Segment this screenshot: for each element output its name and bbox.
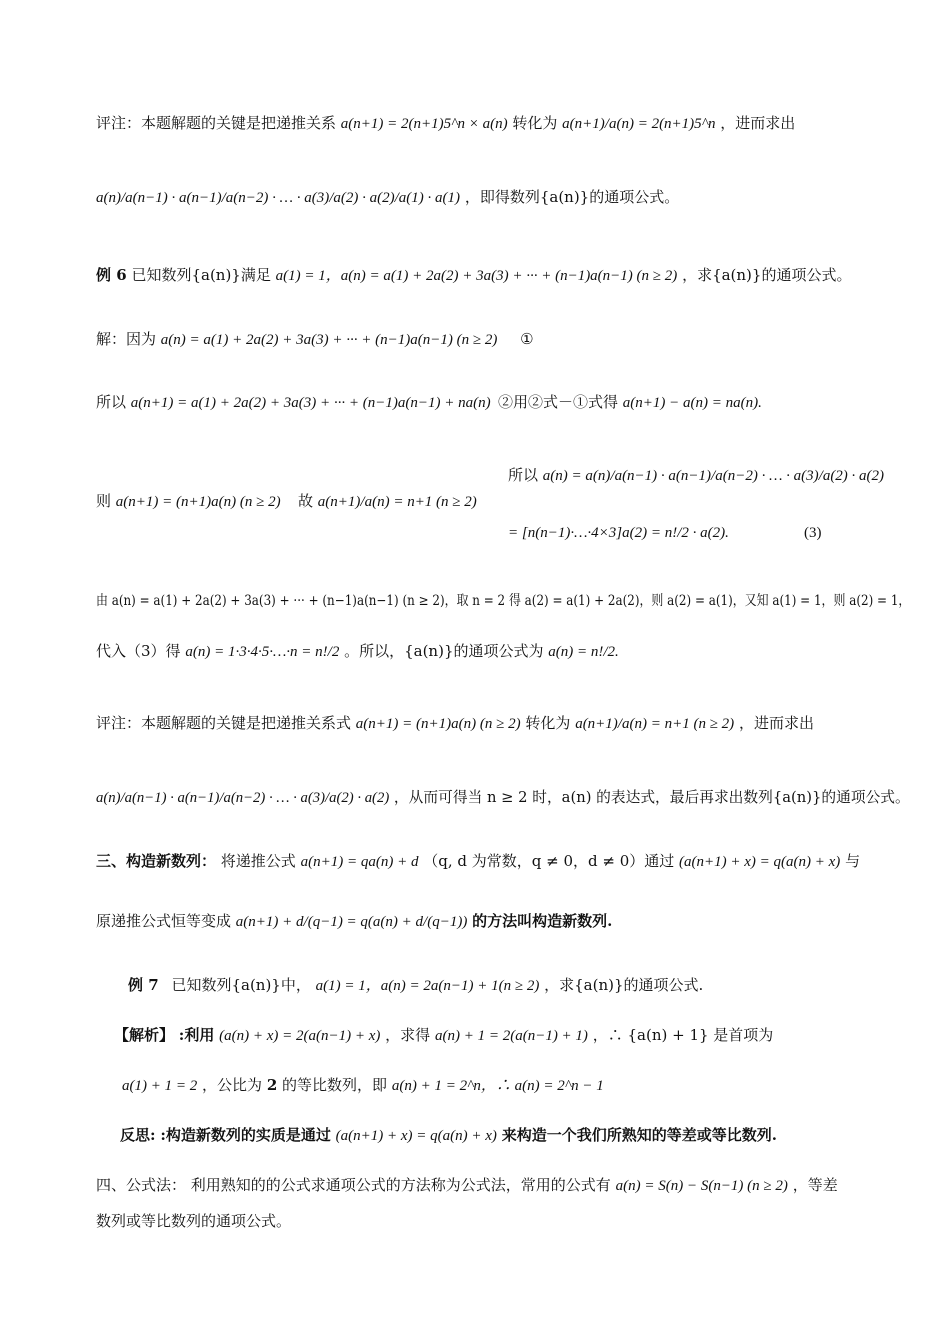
- sol6-l4-text: 由 a(n) = a(1) + 2a(2) + 3a(3) + ··· + (n−1)a(n−1) (n ≥ 2)，取 n = 2 得 a(2) = a(1) + 2a(2)，则 a(2) = a(1)，又知 a(1) = 1，则 a(2) = 1，: [96, 593, 911, 609]
- para2-formula-c: a(n)/a(n−1) · a(n−1)/a(n−2) · … · a(3)/a(2) · a(2): [96, 790, 390, 806]
- sec4-text-c: 数列或等比数列的通项公式。: [96, 1212, 292, 1230]
- ex7-analysis-b: ，求得: [385, 1026, 431, 1044]
- para1-text-a: 评注：本题解题的关键是把递推关系: [96, 114, 337, 132]
- sol6-line3c: [508, 464, 884, 487]
- sol6-l3-gu: 故: [298, 492, 314, 510]
- sec3-formula-c: a(n+1) + d/(q−1) = q(a(n) + d/(q−1)): [235, 914, 468, 930]
- sol6-line3: [96, 490, 281, 513]
- ex7-title: 例 7: [128, 976, 159, 994]
- sec3-text-e: 的方法叫构造新数列.: [472, 912, 613, 930]
- sec3-text-d: 原递推公式恒等变成: [96, 912, 232, 930]
- sol6-l5-formula: a(n) = 1·3·4·5·…·n = n!/2: [185, 644, 340, 660]
- sol6-l2-formula: a(n+1) = a(1) + 2a(2) + 3a(3) + ··· + (n−1)a(n−1) + na(n): [130, 395, 491, 411]
- ex6-line: [96, 264, 851, 287]
- ex7-line4: [120, 1124, 777, 1147]
- ex7-analysis-d: ，公比为: [202, 1076, 263, 1094]
- ex7-analysis-c: ，∴ {a(n) + 1} 是首项为: [592, 1026, 774, 1044]
- sol6-line3e: [804, 521, 822, 544]
- para2-text-a: 评注：本题解题的关键是把递推关系式: [96, 714, 352, 732]
- para1-formula-b: a(n+1)/a(n) = 2(n+1)5^n: [562, 116, 716, 132]
- sec4-heading: 四、公式法：: [96, 1176, 187, 1194]
- ex7-analysis-a: :利用: [178, 1026, 215, 1044]
- para2-line1: [96, 712, 814, 735]
- para1-formula-a: a(n+1) = 2(n+1)5^n × a(n): [340, 116, 508, 132]
- sol6-l1-mark: ①: [520, 330, 534, 348]
- sol6-l2-text: ②用②式－①式得: [498, 393, 619, 411]
- sol6-l3-suoyi: 所以: [508, 466, 539, 484]
- sec4-line2: [96, 1210, 291, 1232]
- para1-text-d: ，即得数列{a(n)}的通项公式。: [464, 188, 680, 206]
- ex6-title: 例 6: [96, 266, 127, 284]
- ex7-reflect-b: 来构造一个我们所熟知的等差或等比数列.: [501, 1126, 777, 1144]
- ex6-formula-a: a(1) = 1，a(n) = a(1) + 2a(2) + 3a(3) + ··· + (n−1)a(n−1) (n ≥ 2): [275, 268, 678, 284]
- ex7-reflect-a: :构造新数列的实质是通过: [160, 1126, 331, 1144]
- sol6-l3-tag: (3): [804, 525, 822, 541]
- sec3-text-c: 与: [845, 852, 861, 870]
- para1-formula-c: a(n)/a(n−1) · a(n−1)/a(n−2) · … · a(3)/a(2) · a(2)/a(1) · a(1): [96, 190, 461, 206]
- ex7-reflect-formula: (a(n+1) + x) = q(a(n) + x): [335, 1128, 497, 1144]
- ex7-analysis-two: 2: [266, 1076, 278, 1094]
- para2-formula-a: a(n+1) = (n+1)a(n) (n ≥ 2): [355, 716, 521, 732]
- sol6-l2-formula-b: a(n+1) − a(n) = na(n).: [622, 395, 762, 411]
- ex7-analysis-formula-c: a(1) + 1 = 2: [122, 1078, 198, 1094]
- ex7-line1: [128, 974, 703, 997]
- sol6-line1: [96, 328, 534, 351]
- sol6-l3-formula: a(n+1) = (n+1)a(n) (n ≥ 2): [115, 494, 281, 510]
- para2-text-d: ，从而可得当 n ≥ 2 时，a(n) 的表达式，最后再求出数列{a(n)}的通项公式。: [393, 788, 910, 806]
- sol6-l3-formula-c: a(n) = a(n)/a(n−1) · a(n−1)/a(n−2) · … · a(3)/a(2) · a(2): [542, 468, 885, 484]
- ex7-analysis-formula-a: (a(n) + x) = 2(a(n−1) + x): [219, 1028, 381, 1044]
- para2-text-b: 转化为: [525, 714, 571, 732]
- sec3-heading: 三、构造新数列：: [96, 852, 217, 870]
- ex7-analysis-formula-b: a(n) + 1 = 2(a(n−1) + 1): [434, 1028, 588, 1044]
- sol6-line5: [96, 640, 619, 663]
- sol6-line3b: [298, 490, 477, 513]
- sec4-formula-a: a(n) = S(n) − S(n−1) (n ≥ 2): [615, 1178, 788, 1194]
- ex6-text-a: 已知数列{a(n)}满足: [131, 266, 271, 284]
- sec3-formula-b: (a(n+1) + x) = q(a(n) + x): [679, 854, 841, 870]
- sol6-l2-label: 所以: [96, 393, 127, 411]
- para1-text-b: 转化为: [512, 114, 558, 132]
- sol6-l1-label: 解：因为: [96, 330, 157, 348]
- ex7-line3: [122, 1074, 604, 1097]
- sol6-l3-label: 则: [96, 492, 112, 510]
- sec4-text-a: 利用熟知的的公式求通项公式的方法称为公式法，常用的公式有: [190, 1176, 611, 1194]
- sec4-text-b: ，等差: [792, 1176, 838, 1194]
- para1-line1: [96, 112, 795, 135]
- ex7-reflect-label: 反思:: [120, 1126, 156, 1144]
- sol6-line4: [96, 590, 910, 612]
- para1-text-c: ，进而求出: [720, 114, 796, 132]
- sec3-text-a: 将递推公式: [220, 852, 296, 870]
- ex7-analysis-label: 【解析】: [114, 1026, 175, 1044]
- sol6-line2b: [498, 391, 762, 414]
- ex7-text-b: ，求{a(n)}的通项公式.: [544, 976, 704, 994]
- sol6-l5-text-a: 代入（3）得: [96, 642, 181, 660]
- sec3-line1: [96, 850, 860, 873]
- sol6-l5-formula-b: a(n) = n!/2.: [548, 644, 619, 660]
- sol6-l5-text-b: 。所以，{a(n)}的通项公式为: [344, 642, 544, 660]
- sol6-line2: [96, 391, 491, 414]
- sec3-line2: [96, 910, 612, 933]
- para1-line2: [96, 186, 679, 209]
- ex7-analysis-formula-d: a(n) + 1 = 2^n，∴ a(n) = 2^n − 1: [391, 1078, 604, 1094]
- para2-line2: [96, 786, 910, 809]
- sol6-line3d: [508, 521, 729, 544]
- sec3-formula-a: a(n+1) = qa(n) + d: [300, 854, 419, 870]
- ex7-formula-a: a(1) = 1，a(n) = 2a(n−1) + 1(n ≥ 2): [315, 978, 540, 994]
- ex7-line2: [114, 1024, 773, 1047]
- sec3-text-b: （q, d 为常数，q ≠ 0，d ≠ 0）通过: [423, 852, 675, 870]
- sol6-l1-formula: a(n) = a(1) + 2a(2) + 3a(3) + ··· + (n−1)a(n−1) (n ≥ 2): [160, 332, 498, 348]
- ex7-analysis-e: 的等比数列，即: [282, 1076, 388, 1094]
- para2-text-c: ，进而求出: [738, 714, 814, 732]
- sec4-line1: [96, 1174, 838, 1197]
- sol6-l3-formula-b: a(n+1)/a(n) = n+1 (n ≥ 2): [317, 494, 477, 510]
- ex7-text-a: 已知数列{a(n)}中，: [171, 976, 311, 994]
- para2-formula-b: a(n+1)/a(n) = n+1 (n ≥ 2): [575, 716, 735, 732]
- sol6-l3-formula-d: = [n(n−1)·…·4×3]a(2) = n!/2 · a(2).: [508, 525, 729, 541]
- ex6-text-b: ，求{a(n)}的通项公式。: [682, 266, 852, 284]
